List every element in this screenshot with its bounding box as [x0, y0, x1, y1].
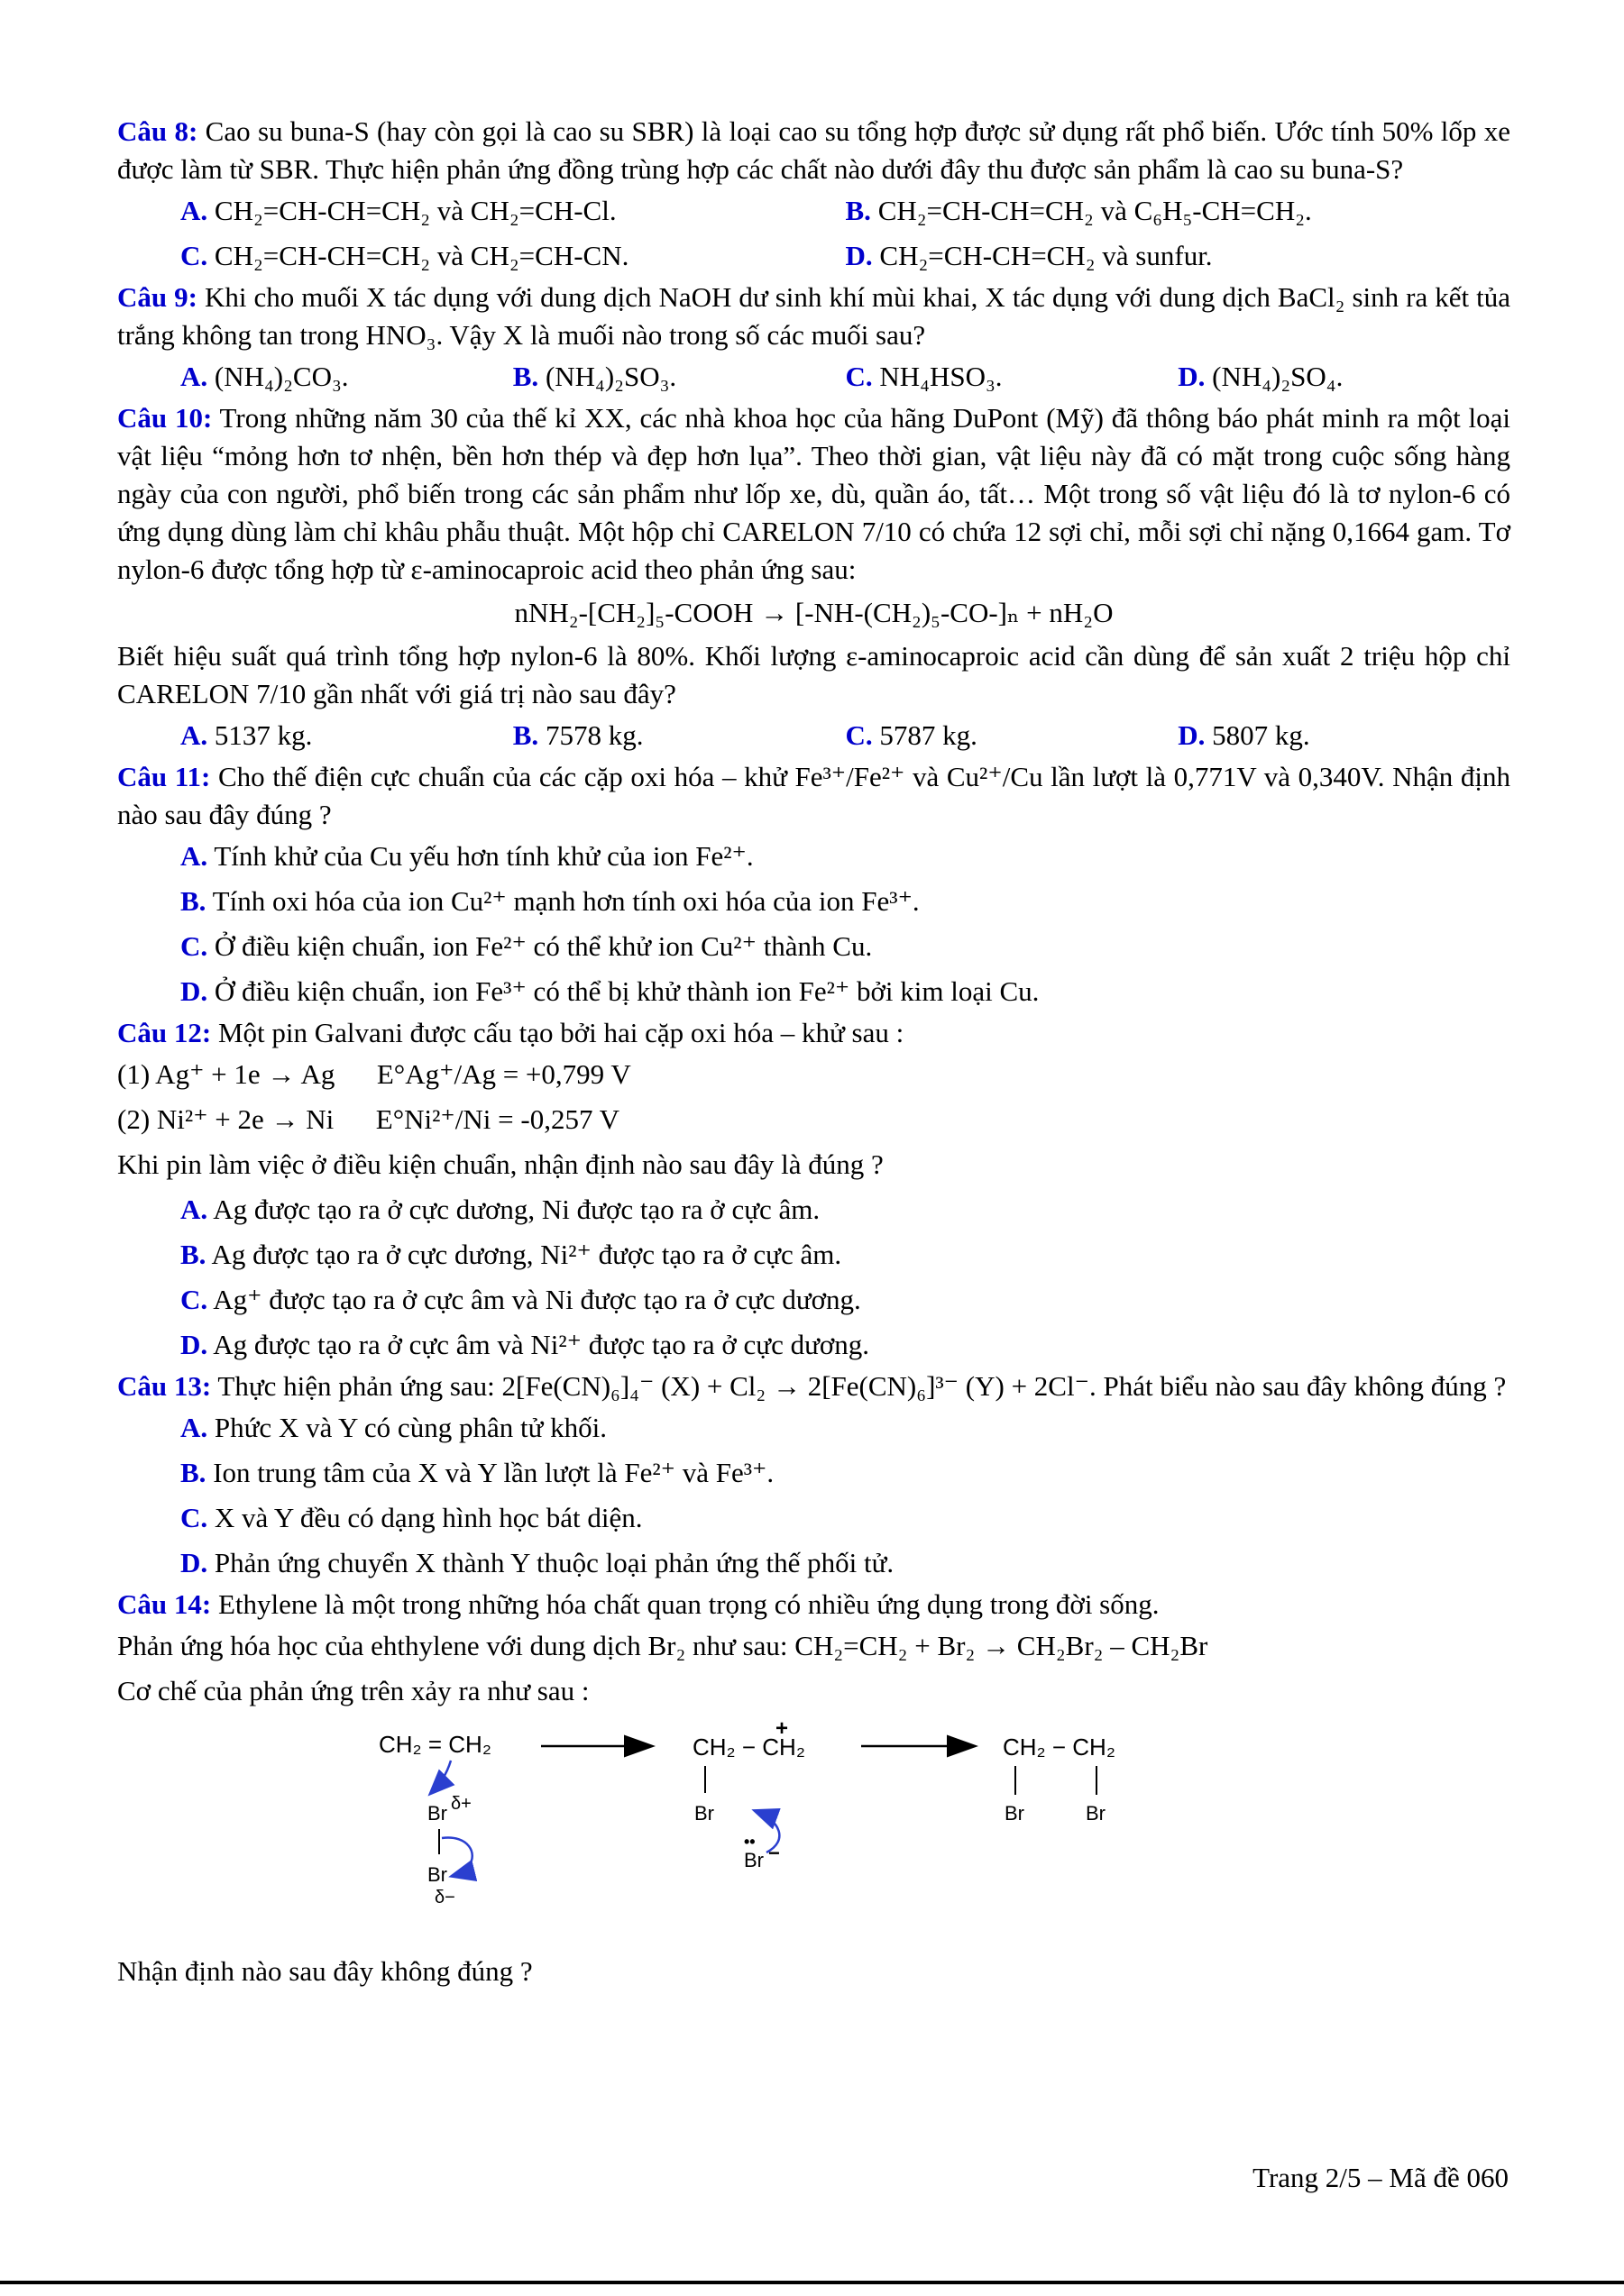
question-prompt: Nhận định nào sau đây không đúng ?	[117, 1955, 533, 1987]
electron-arrow	[431, 1761, 451, 1793]
question-8	[117, 113, 1510, 188]
question-number: Câu 12:	[117, 1017, 212, 1048]
question-number: Câu 8:	[117, 115, 198, 147]
reaction-line: Phản ứng hóa học của ehthylene với dung dịch Br₂ như sau: CH₂=CH₂ + Br₂ → CH₂Br₂ – CH₂Br	[117, 1630, 1208, 1661]
question-14	[117, 1586, 1510, 1624]
option-d: D. Ở điều kiện chuẩn, ion Fe³⁺ có thể bị khử thành ion Fe²⁺ bởi kim loại Cu.	[180, 975, 1040, 1007]
option-c: C. NH₄HSO₃.	[845, 361, 1003, 392]
option-b: B. 7578 kg.	[512, 719, 644, 751]
option-d: D. 5807 kg.	[1178, 719, 1310, 751]
options-row	[117, 188, 1510, 233]
question-number: Câu 10:	[117, 402, 213, 434]
question-number: Câu 9:	[117, 281, 197, 313]
bromine-atom: Br	[1005, 1802, 1024, 1825]
bromide-ion: Br	[744, 1849, 764, 1871]
bromine-atom: Br	[1086, 1802, 1106, 1825]
bromine-atom: Br	[427, 1802, 447, 1825]
bromine-atom: Br	[694, 1802, 714, 1825]
options-row	[117, 354, 1510, 399]
question-11	[117, 758, 1510, 834]
mechanism-diagram	[379, 1716, 1317, 1935]
page-bottom-rule	[0, 2281, 1624, 2284]
question-text: Một pin Galvani được cấu tạo bởi hai cặp oxi hóa – khử sau :	[217, 1017, 904, 1048]
question-13	[117, 1368, 1510, 1405]
question-number: Câu 14:	[117, 1588, 212, 1620]
option-a: A. (NH₄)₂CO₃.	[180, 361, 349, 392]
option-b: B. Tính oxi hóa của ion Cu²⁺ mạnh hơn tính oxi hóa của ion Fe³⁺.	[180, 885, 920, 917]
half-reaction-1: (1) Ag⁺ + 1e → Ag E°Ag⁺/Ag = +0,799 V	[117, 1058, 631, 1090]
dibromoethane-formula: CH₂ − CH₂	[1003, 1733, 1115, 1761]
option-d: D. CH₂=CH-CH=CH₂ và sunfur.	[845, 240, 1213, 271]
options-row	[117, 713, 1510, 758]
question-text: Thực hiện phản ứng sau: 2[Fe(CN)₆]₄⁻ (X) + Cl₂ → 2[Fe(CN)₆]³⁻ (Y) + 2Cl⁻. Phát biểu nào sau đây không đúng ?	[217, 1370, 1507, 1402]
option-a: A. Tính khử của Cu yếu hơn tính khử của ion Fe²⁺.	[180, 840, 754, 872]
page-footer: Trang 2/5 – Mã đề 060	[1252, 2162, 1509, 2193]
half-reaction-2: (2) Ni²⁺ + 2e → Ni E°Ni²⁺/Ni = -0,257 V	[117, 1103, 620, 1135]
lone-pair: ••	[744, 1833, 756, 1851]
question-prompt: Khi pin làm việc ở điều kiện chuẩn, nhận định nào sau đây là đúng ?	[117, 1148, 884, 1180]
question-10	[117, 399, 1510, 589]
option-d: D. (NH₄)₂SO₄.	[1178, 361, 1344, 392]
option-a: A. Ag được tạo ra ở cực dương, Ni được tạo ra ở cực âm.	[180, 1194, 821, 1225]
question-text: Cao su buna-S (hay còn gọi là cao su SBR) là loại cao su tổng hợp được sử dụng rất phổ biến. Ước tính 50% lốp xe được làm từ SBR. Thực hiện phản ứng đồng trùng hợp các chất nào dưới đây thu được sản phẩm là cao su buna-S?	[117, 115, 1511, 185]
options-row	[117, 233, 1510, 279]
minus-charge: −	[768, 1842, 780, 1864]
question-9	[117, 279, 1510, 354]
reaction-mechanism	[117, 1716, 1510, 1940]
option-a: A. 5137 kg.	[180, 719, 313, 751]
question-text: Ethylene là một trong những hóa chất quan trọng có nhiều ứng dụng trong đời sống.	[217, 1588, 1160, 1620]
reaction-equation: nNH₂-[CH₂]₅-COOH → [-NH-(CH₂)₅-CO-]ₙ + nH₂O	[514, 597, 1114, 628]
exam-page	[117, 113, 1510, 1994]
delta-plus: δ+	[451, 1794, 472, 1814]
plus-charge: +	[775, 1716, 789, 1741]
option-b: B. Ion trung tâm của X và Y lần lượt là Fe²⁺ và Fe³⁺.	[180, 1457, 775, 1488]
question-text: Cho thế điện cực chuẩn của các cặp oxi hóa – khử Fe³⁺/Fe²⁺ và Cu²⁺/Cu lần lượt là 0,771V và 0,340V. Nhận định nào sau đây đúng ?	[117, 761, 1510, 830]
option-a: A. CH₂=CH-CH=CH₂ và CH₂=CH-Cl.	[180, 195, 617, 226]
question-text: Trong những năm 30 của thế kỉ XX, các nhà khoa học của hãng DuPont (Mỹ) đã thông báo phát minh ra một loại vật liệu “mỏng hơn tơ nhện, bền hơn thép và đẹp hơn lụa”. Theo thời gian, vật liệu này đã có mặt trong cuộc sống hàng ngày của con người, phổ biến trong các sản phẩm như lốp xe, dù, quần áo, tất… Một trong số vật liệu đó là tơ nylon-6 có ứng dụng dùng làm chỉ khâu phẫu thuật. Một hộp chỉ CARELON 7/10 có chứa 12 sợi chỉ, mỗi sợi chỉ nặng 0,1664 gam. Tơ nylon-6 được tổng hợp từ ε-aminocaproic acid theo phản ứng sau:	[117, 402, 1510, 585]
option-d: D. Phản ứng chuyển X thành Y thuộc loại phản ứng thế phối tử.	[180, 1547, 895, 1578]
delta-minus: δ−	[435, 1888, 455, 1907]
option-b: B. CH₂=CH-CH=CH₂ và C₆H₅-CH=CH₂.	[845, 195, 1312, 226]
question-text-continued: Biết hiệu suất quá trình tổng hợp nylon-6 là 80%. Khối lượng ε-aminocaproic acid cần dùng để sản xuất 2 triệu hộp chỉ CARELON 7/10 gần nhất với giá trị nào sau đây?	[117, 640, 1510, 709]
bromine-atom: Br	[427, 1863, 447, 1886]
ethylene-formula: CH₂ = CH₂	[379, 1731, 491, 1758]
question-number: Câu 13:	[117, 1370, 212, 1402]
option-c: C. 5787 kg.	[845, 719, 977, 751]
option-b: B. Ag được tạo ra ở cực dương, Ni²⁺ được tạo ra ở cực âm.	[180, 1239, 842, 1270]
option-a: A. Phức X và Y có cùng phân tử khối.	[180, 1412, 607, 1443]
question-number: Câu 11:	[117, 761, 211, 792]
option-d: D. Ag được tạo ra ở cực âm và Ni²⁺ được tạo ra ở cực dương.	[180, 1329, 870, 1360]
option-c: C. Ở điều kiện chuẩn, ion Fe²⁺ có thể khử ion Cu²⁺ thành Cu.	[180, 930, 873, 962]
option-b: B. (NH₄)₂SO₃.	[512, 361, 677, 392]
option-c: C. X và Y đều có dạng hình học bát diện.	[180, 1502, 643, 1533]
option-c: C. CH₂=CH-CH=CH₂ và CH₂=CH-CN.	[180, 240, 629, 271]
mechanism-intro: Cơ chế của phản ứng trên xảy ra như sau :	[117, 1675, 590, 1706]
question-12	[117, 1014, 1510, 1052]
option-c: C. Ag⁺ được tạo ra ở cực âm và Ni được tạo ra ở cực dương.	[180, 1284, 861, 1315]
carbocation-formula: CH₂ − CH₂	[693, 1733, 805, 1761]
question-text: Khi cho muối X tác dụng với dung dịch NaOH dư sinh khí mùi khai, X tác dụng với dung dịch BaCl₂ sinh ra kết tủa trắng không tan trong HNO₃. Vậy X là muối nào trong số các muối sau?	[117, 281, 1510, 351]
